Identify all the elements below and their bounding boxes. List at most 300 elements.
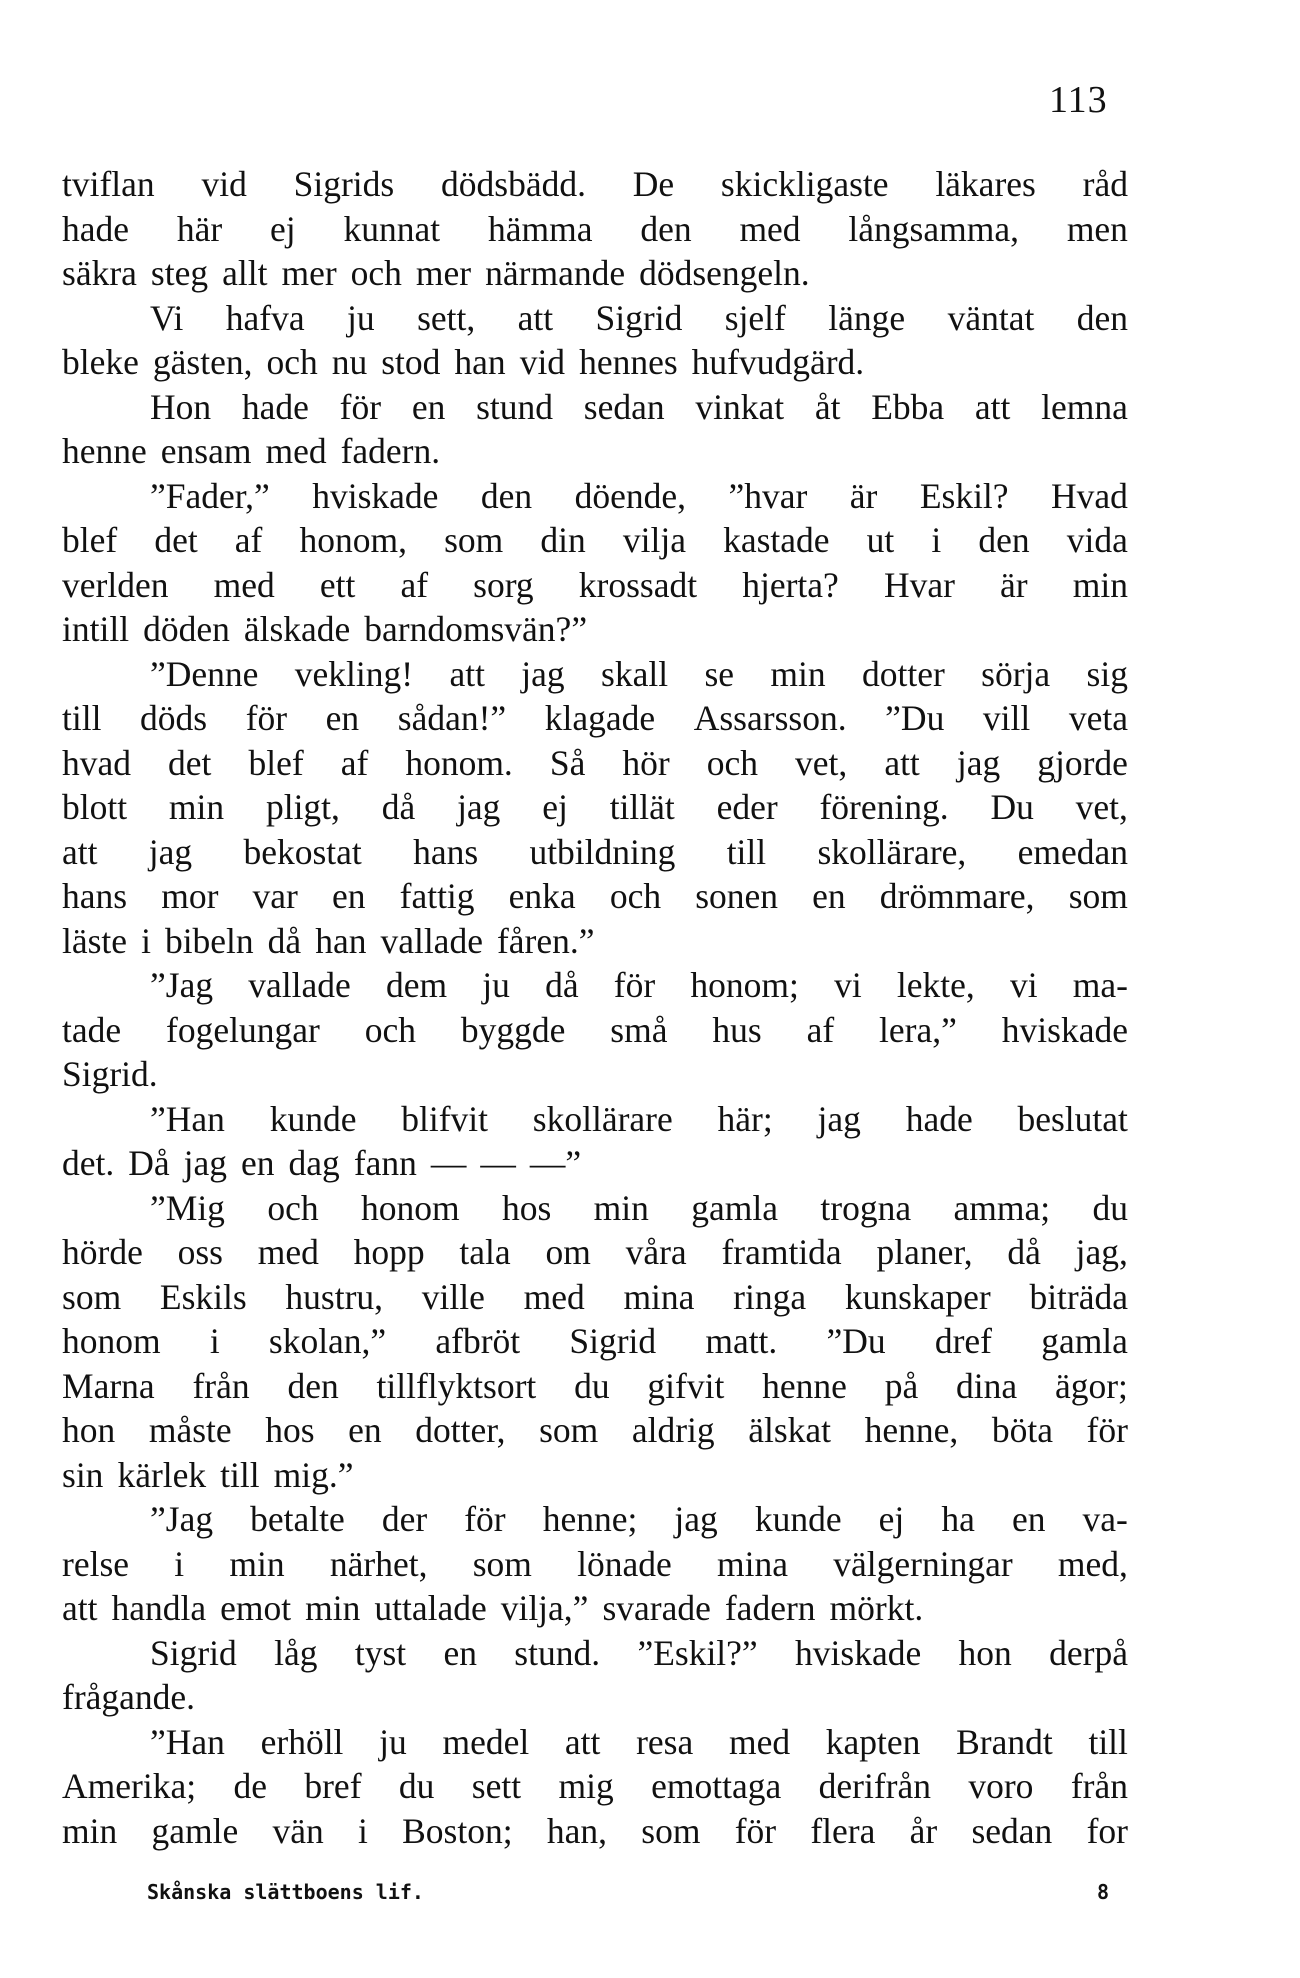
- word: Då: [128, 1143, 170, 1183]
- word: förening.: [819, 787, 949, 827]
- word: fåren.”: [496, 920, 595, 961]
- word: beslutat: [1017, 1098, 1128, 1139]
- word: som: [444, 520, 504, 560]
- word: sörja: [981, 653, 1051, 694]
- word: kunde: [754, 1499, 842, 1539]
- text-line: [62, 1097, 1128, 1142]
- word: då: [545, 965, 579, 1005]
- word: Marna: [62, 1365, 155, 1406]
- word: ha: [941, 1499, 975, 1539]
- word: Brandt: [956, 1721, 1053, 1762]
- text-line: [62, 474, 1128, 519]
- text-line: [62, 429, 1128, 474]
- word: ville: [421, 1276, 485, 1317]
- word: hennes: [579, 342, 678, 382]
- word: med: [213, 564, 275, 605]
- word: sorg: [473, 564, 534, 605]
- word: jag: [521, 653, 565, 694]
- word: resa: [636, 1721, 694, 1762]
- word: blef: [248, 742, 304, 783]
- word: ju: [482, 965, 510, 1005]
- word: vän: [272, 1810, 324, 1851]
- word: mer: [415, 253, 472, 293]
- word: dödsbädd.: [441, 164, 586, 204]
- word: lera,”: [879, 1009, 957, 1050]
- word: henne: [762, 1365, 847, 1406]
- text-line: [62, 1141, 1128, 1186]
- word: välgerningar: [833, 1543, 1013, 1584]
- word: hon: [958, 1632, 1012, 1673]
- text-line: [62, 1186, 1128, 1231]
- word: våra: [625, 1232, 687, 1272]
- text-line: [62, 785, 1128, 830]
- word: den: [480, 475, 533, 516]
- word: Hon: [150, 386, 212, 427]
- word: då: [1007, 1232, 1041, 1272]
- word: gifvit: [647, 1365, 725, 1406]
- word: men: [1066, 208, 1128, 249]
- word: att: [517, 297, 554, 338]
- word: min: [62, 1810, 118, 1851]
- word: hjerta?: [742, 564, 839, 605]
- word: Hvar: [883, 564, 955, 605]
- word: ägor;: [1054, 1365, 1128, 1406]
- word: säkra: [62, 253, 137, 293]
- word: vid: [201, 164, 247, 204]
- word: för: [734, 1810, 777, 1851]
- word: till: [1088, 1721, 1128, 1762]
- word: för: [245, 698, 288, 738]
- word: stund: [476, 386, 554, 427]
- word: sonen: [695, 876, 779, 916]
- word: hviskade: [312, 475, 439, 516]
- word: ej: [878, 1499, 905, 1539]
- word: kastade: [723, 520, 830, 560]
- word: min: [593, 1187, 649, 1228]
- word: dem: [385, 965, 448, 1005]
- footer-title: Skånska slättboens lif.: [147, 1880, 424, 1904]
- word: sedan: [583, 386, 665, 427]
- word: utbildning: [529, 831, 676, 872]
- word: med,: [1057, 1543, 1128, 1584]
- word: dref: [934, 1321, 992, 1361]
- word: blef: [62, 520, 118, 560]
- word: och: [266, 342, 318, 382]
- word: mörkt.: [829, 1588, 924, 1628]
- word: han: [315, 920, 367, 961]
- signature-mark: 8: [1097, 1880, 1110, 1904]
- word: fattig: [399, 876, 475, 916]
- word: tade: [62, 1009, 122, 1050]
- text-line: [62, 563, 1128, 608]
- word: låg: [274, 1632, 318, 1673]
- word: din: [540, 520, 586, 560]
- word: dina: [956, 1365, 1018, 1406]
- word: vekling!: [294, 653, 414, 694]
- word: jag: [674, 1499, 718, 1539]
- word: ringa: [733, 1276, 807, 1317]
- word: medel: [442, 1721, 530, 1762]
- word: Eskil?: [919, 475, 1009, 516]
- word: dödsengeln.: [639, 253, 810, 293]
- word: ma-: [1072, 965, 1128, 1005]
- word: med: [257, 1232, 319, 1272]
- word: emedan: [1017, 831, 1128, 872]
- word: framtida: [721, 1232, 842, 1272]
- word: lönade: [577, 1543, 672, 1584]
- word: barndomsvän?”: [364, 609, 588, 649]
- word: Assarsson.: [693, 698, 847, 738]
- word: sedan: [971, 1810, 1053, 1851]
- word: kapten: [825, 1721, 921, 1762]
- text-line: [62, 919, 1128, 964]
- word: der: [381, 1499, 428, 1539]
- word: planer,: [876, 1232, 973, 1272]
- word: mor: [161, 876, 219, 916]
- word: vinkat: [695, 386, 785, 427]
- word: vallade: [248, 965, 351, 1005]
- word: döds: [140, 698, 208, 738]
- word: läkares: [935, 164, 1036, 204]
- word: en: [812, 876, 846, 916]
- word: ”Han: [150, 1721, 225, 1762]
- text-line: [62, 607, 1128, 652]
- word: hon: [62, 1410, 116, 1450]
- word: ”Fader,”: [150, 475, 270, 516]
- word: hus: [712, 1009, 762, 1050]
- word: hopp: [353, 1232, 425, 1272]
- word: att: [449, 653, 485, 694]
- text-line: [62, 1319, 1128, 1364]
- word: Sigrid: [595, 297, 683, 338]
- word: länge: [828, 297, 906, 338]
- word: var: [252, 876, 298, 916]
- word: eder: [716, 787, 778, 827]
- word: vill: [982, 698, 1031, 738]
- word: hör: [622, 742, 670, 783]
- word: va-: [1082, 1499, 1128, 1539]
- word: min: [770, 653, 826, 694]
- word: svarade: [602, 1588, 711, 1628]
- word: till: [726, 831, 767, 872]
- word: skollärare: [532, 1098, 673, 1139]
- word: fadern: [724, 1588, 816, 1628]
- word: voro: [968, 1766, 1034, 1806]
- word: hafva: [225, 297, 305, 338]
- word: närmande: [485, 253, 626, 293]
- text-line: [62, 1764, 1128, 1809]
- word: Sigrids: [293, 164, 395, 204]
- word: hos: [265, 1410, 315, 1450]
- word: ”Du: [885, 698, 945, 738]
- word: långsamma,: [848, 208, 1019, 249]
- word: blott: [62, 787, 128, 827]
- word: de: [233, 1766, 267, 1806]
- word: år: [909, 1810, 938, 1851]
- word: verlden: [62, 564, 169, 605]
- word: jag: [148, 831, 193, 872]
- word: sjelf: [724, 297, 786, 338]
- word: af: [340, 742, 369, 783]
- word: det: [168, 742, 212, 783]
- word: krossadt: [578, 564, 698, 605]
- word: med: [523, 1276, 585, 1317]
- word: drömmare,: [879, 876, 1035, 916]
- word: den: [287, 1365, 339, 1406]
- word: på: [884, 1365, 919, 1406]
- text-line: [62, 207, 1128, 252]
- word: hviskade: [795, 1632, 922, 1673]
- word: att: [62, 1588, 98, 1628]
- word: att: [974, 386, 1011, 427]
- word: erhöll: [260, 1721, 344, 1762]
- word: Amerika;: [62, 1766, 197, 1806]
- word: min: [229, 1543, 285, 1584]
- word: hörde: [62, 1232, 143, 1272]
- word: derpå: [1049, 1632, 1128, 1673]
- word: en: [348, 1410, 382, 1450]
- word: lekte,: [896, 965, 975, 1005]
- word: honom.: [405, 742, 513, 783]
- word: som: [539, 1410, 599, 1450]
- word: till: [220, 1454, 260, 1495]
- word: väntat: [947, 297, 1035, 338]
- word: skolan,”: [268, 1321, 387, 1361]
- word: Sigrid.: [62, 1054, 158, 1094]
- word: hade: [62, 208, 130, 249]
- word: amma;: [953, 1187, 1051, 1228]
- word: Så: [549, 742, 586, 783]
- text-line: [62, 1408, 1128, 1453]
- word: relse: [62, 1543, 130, 1584]
- word: vallade: [380, 920, 483, 961]
- text-line: [62, 963, 1128, 1008]
- word: du: [398, 1766, 435, 1806]
- word: matt.: [705, 1321, 778, 1361]
- word: henne: [62, 431, 147, 471]
- word: pligt,: [265, 787, 340, 827]
- word: tyst: [354, 1632, 407, 1673]
- word: att: [62, 831, 98, 872]
- word: aldrig: [631, 1410, 715, 1450]
- word: —”: [529, 1143, 582, 1183]
- word: gjorde: [1037, 742, 1128, 783]
- word: frågande.: [62, 1677, 196, 1717]
- word: då: [267, 920, 302, 961]
- word: honom,: [299, 520, 407, 560]
- word: jag: [183, 1143, 228, 1183]
- text-line: [62, 741, 1128, 786]
- word: ”Jag: [150, 1499, 214, 1539]
- word: sett: [471, 1766, 522, 1806]
- body-text: [62, 162, 1128, 1853]
- word: afbröt: [435, 1321, 521, 1361]
- word: han,: [546, 1810, 607, 1851]
- word: gamla: [691, 1187, 779, 1228]
- word: för: [1086, 1410, 1128, 1450]
- word: skollärare,: [817, 831, 967, 872]
- word: derifrån: [818, 1766, 931, 1806]
- word: Eskils: [159, 1276, 247, 1317]
- word: måste: [148, 1410, 232, 1450]
- text-line: [62, 874, 1128, 919]
- word: är: [849, 475, 878, 516]
- word: ett: [319, 564, 356, 605]
- text-line: [62, 652, 1128, 697]
- word: ”hvar: [728, 475, 808, 516]
- word: emottaga: [651, 1766, 782, 1806]
- word: älskade: [243, 609, 351, 649]
- word: min: [1072, 564, 1128, 605]
- word: du: [1092, 1187, 1128, 1228]
- word: med: [739, 208, 801, 249]
- word: byggde: [460, 1009, 566, 1050]
- word: betalte: [250, 1499, 345, 1539]
- word: De: [632, 164, 675, 204]
- word: som: [641, 1810, 701, 1851]
- word: är: [1000, 564, 1028, 605]
- word: vet,: [795, 742, 848, 783]
- text-line: [62, 518, 1128, 563]
- word: jag: [817, 1098, 861, 1139]
- word: åt: [814, 386, 841, 427]
- word: dotter: [861, 653, 945, 694]
- word: ”Mig: [150, 1187, 225, 1228]
- word: henne;: [542, 1499, 638, 1539]
- word: du: [574, 1365, 610, 1406]
- word: en: [411, 386, 446, 427]
- word: enka: [508, 876, 576, 916]
- word: Sigrid: [569, 1321, 657, 1361]
- word: flera: [810, 1810, 876, 1851]
- word: intill: [62, 609, 130, 649]
- word: att: [564, 1721, 601, 1762]
- text-line: [62, 1542, 1128, 1587]
- word: och: [364, 1009, 416, 1050]
- word: jag: [457, 787, 501, 827]
- word: tviflan: [62, 164, 155, 204]
- word: gästen,: [152, 342, 253, 382]
- word: ensam: [160, 431, 252, 471]
- word: fann: [353, 1143, 417, 1183]
- page-number: 113: [1049, 79, 1108, 121]
- word: nu: [331, 342, 368, 382]
- word: det: [154, 520, 198, 560]
- text-line: [62, 1720, 1128, 1765]
- word: den: [978, 520, 1030, 560]
- word: det.: [62, 1143, 115, 1183]
- word: vid: [519, 342, 566, 382]
- word: en: [443, 1632, 477, 1673]
- text-line: [62, 830, 1128, 875]
- word: dotter,: [415, 1410, 506, 1450]
- word: hans: [62, 876, 128, 916]
- word: bref: [304, 1766, 362, 1806]
- word: små: [610, 1009, 668, 1050]
- word: —: [480, 1143, 516, 1183]
- word: böta: [991, 1410, 1053, 1450]
- word: oss: [177, 1232, 223, 1272]
- word: vet,: [1075, 787, 1128, 827]
- word: emot: [220, 1588, 292, 1628]
- word: hade: [241, 386, 309, 427]
- word: för: [464, 1499, 506, 1539]
- word: se: [704, 653, 735, 694]
- word: han: [454, 342, 506, 382]
- word: steg: [150, 253, 209, 293]
- word: Hvad: [1051, 475, 1128, 516]
- word: ut: [866, 520, 895, 560]
- word: ”Han: [150, 1098, 225, 1139]
- word: tillät: [609, 787, 675, 827]
- word: döden: [143, 609, 230, 649]
- word: och: [267, 1187, 319, 1228]
- word: Sigrid: [150, 1632, 237, 1673]
- word: här;: [717, 1098, 773, 1139]
- word: som: [1068, 876, 1128, 916]
- word: från: [1070, 1766, 1128, 1806]
- word: en: [325, 698, 360, 738]
- word: dag: [288, 1143, 340, 1183]
- text-line: [62, 1275, 1128, 1320]
- word: gamla: [1041, 1321, 1128, 1361]
- word: veta: [1068, 698, 1128, 738]
- word: jag,: [1075, 1232, 1128, 1272]
- word: mer: [281, 253, 337, 293]
- word: kärlek: [117, 1454, 207, 1495]
- word: med: [265, 431, 327, 471]
- word: i: [209, 1321, 220, 1361]
- word: Ebba: [871, 386, 945, 427]
- text-line: [62, 162, 1128, 207]
- word: för: [613, 965, 656, 1005]
- word: hufvudgärd.: [691, 342, 865, 382]
- word: ”Eskil?”: [637, 1632, 758, 1673]
- word: för: [339, 386, 382, 427]
- word: tillflyktsort: [376, 1365, 537, 1406]
- text-line: [62, 1008, 1128, 1053]
- word: ej: [542, 787, 568, 827]
- word: —: [430, 1143, 467, 1183]
- word: biträda: [1029, 1276, 1128, 1317]
- text-line: [62, 1052, 1128, 1097]
- word: min: [168, 787, 225, 827]
- word: hviskade: [1001, 1009, 1128, 1050]
- word: ej: [270, 208, 296, 249]
- word: henne,: [864, 1410, 959, 1450]
- word: närhet,: [329, 1543, 428, 1584]
- word: handla: [111, 1588, 207, 1628]
- word: Du: [990, 787, 1034, 827]
- word: i: [358, 1810, 368, 1851]
- word: Boston;: [402, 1810, 513, 1851]
- word: som: [472, 1543, 532, 1584]
- word: vilja,”: [500, 1588, 589, 1628]
- word: fadern.: [340, 431, 441, 471]
- word: mina: [623, 1276, 695, 1317]
- word: stund.: [514, 1632, 601, 1673]
- word: ”Du: [826, 1321, 886, 1361]
- word: hos: [501, 1187, 552, 1228]
- word: i: [931, 520, 942, 560]
- word: tala: [459, 1232, 511, 1272]
- word: allt: [222, 253, 268, 293]
- word: här: [176, 208, 223, 249]
- word: min: [305, 1588, 361, 1628]
- text-line: [62, 1453, 1128, 1498]
- word: trogna: [820, 1187, 912, 1228]
- word: honom;: [690, 965, 799, 1005]
